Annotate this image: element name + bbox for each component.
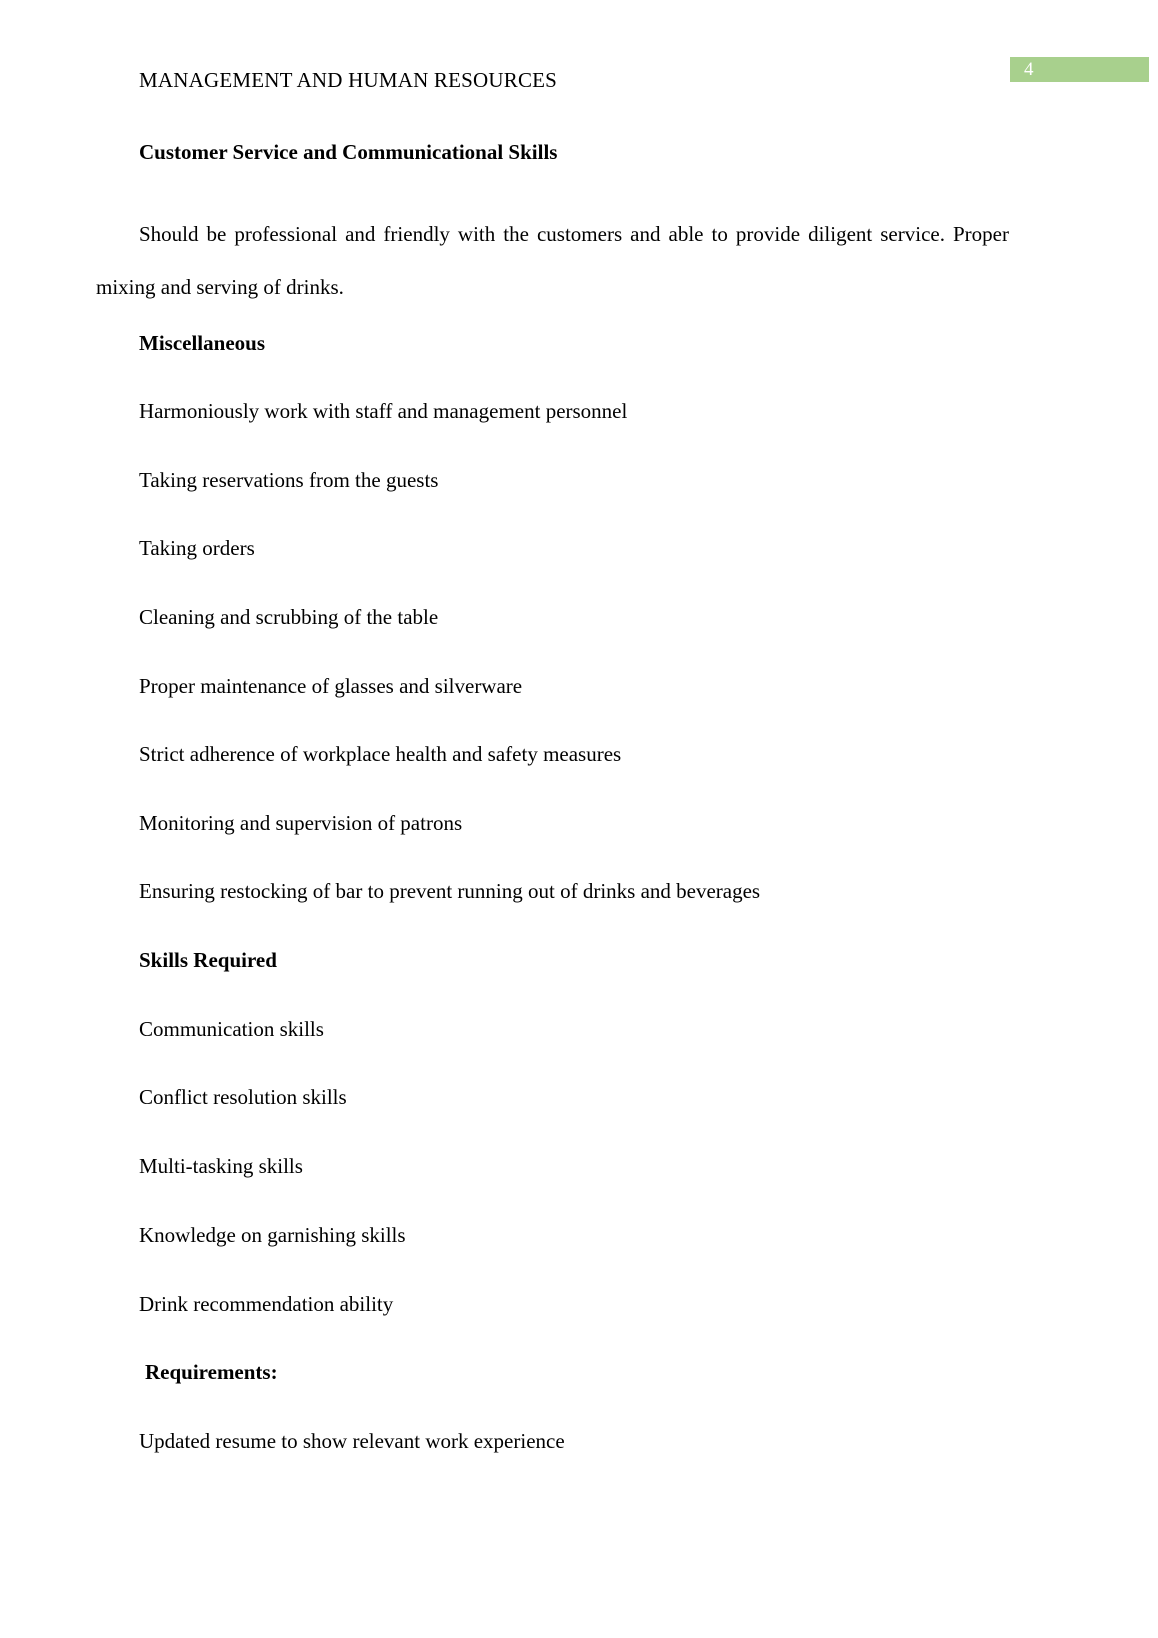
section-heading-requirements: Requirements: [145, 1360, 278, 1384]
list-item: Conflict resolution skills [139, 1085, 347, 1109]
list-item: Multi-tasking skills [139, 1154, 303, 1178]
list-item: Drink recommendation ability [139, 1292, 394, 1316]
list-item: Knowledge on garnishing skills [139, 1223, 406, 1247]
running-head: MANAGEMENT AND HUMAN RESOURCES [139, 68, 558, 92]
list-item: Taking orders [139, 536, 255, 560]
customer-service-paragraph: Should be professional and friendly with the customers and able to provide diligent service. Proper mixing and serving of drinks. [96, 222, 1009, 299]
list-item: Cleaning and scrubbing of the table [139, 605, 439, 629]
list-item: Ensuring restocking of bar to prevent running out of drinks and beverages [139, 879, 761, 903]
list-item: Monitoring and supervision of patrons [139, 811, 463, 835]
list-item: Harmoniously work with staff and management personnel [139, 399, 628, 423]
page-number: 4 [1010, 57, 1149, 82]
list-item: Strict adherence of workplace health and safety measures [139, 742, 622, 766]
list-item: Proper maintenance of glasses and silverware [139, 674, 523, 698]
section-heading-customer-service: Customer Service and Communicational Skills [139, 140, 558, 164]
section-heading-skills-required: Skills Required [139, 948, 277, 972]
list-item: Updated resume to show relevant work experience [139, 1429, 565, 1453]
list-item: Communication skills [139, 1017, 324, 1041]
section-heading-miscellaneous: Miscellaneous [139, 331, 265, 355]
list-item: Taking reservations from the guests [139, 468, 439, 492]
